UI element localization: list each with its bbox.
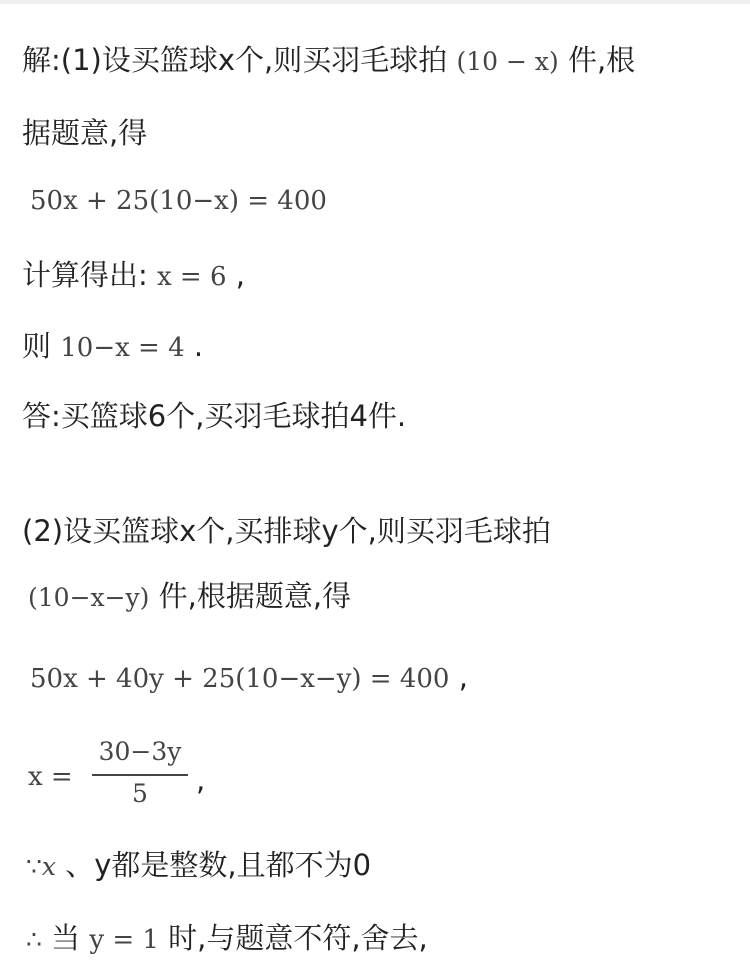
equation-1 [30, 179, 327, 221]
solution-part2-intro [22, 511, 551, 551]
x-lhs: x = [28, 762, 73, 792]
calc-expr: x = 6 [157, 262, 227, 292]
then-line [22, 326, 203, 368]
therefore-label: 当 [51, 921, 81, 955]
equation-1-expr: 50x + 25(10−x) = 400 [30, 186, 327, 216]
part2-intro-cont-text: 件,根据题意,得 [158, 579, 352, 613]
top-divider [0, 0, 750, 4]
therefore-expr: y = 1 [89, 925, 159, 955]
part1-intro-tail: 件,根 [567, 43, 636, 77]
because-symbol: ∵ [26, 852, 42, 881]
part1-racket-expr: (10 − x) [456, 47, 559, 76]
part2-intro-text: (2)设买篮球x个,买排球y个,则买羽毛球拍 [22, 514, 551, 548]
because-text: 、y都是整数,且都不为0 [65, 848, 372, 882]
part2-racket-expr: (10−x−y) [28, 583, 150, 612]
fraction-numerator: 30−3y [98, 737, 182, 766]
calc-label: 计算得出: [22, 258, 148, 292]
fraction-denominator: 5 [132, 779, 148, 808]
therefore-text: 时,与题意不符,舍去, [168, 921, 428, 955]
part1-intro-text: 解:(1)设买篮球x个,则买羽毛球拍 [22, 43, 448, 77]
solution-part1-intro-cont [22, 113, 147, 153]
solution-part2-intro-cont [28, 576, 351, 618]
then-expr: 10−x = 4 [60, 333, 185, 363]
equation-2-tail: , [458, 660, 468, 694]
therefore-line [26, 918, 428, 960]
calc-result [22, 255, 245, 297]
fraction-tail: , [196, 763, 206, 797]
x-expression-lhs [28, 755, 73, 797]
solution-part1-intro [22, 40, 635, 82]
fraction-x [92, 736, 188, 812]
equation-2-expr: 50x + 40y + 25(10−x−y) = 400 [30, 664, 450, 694]
answer-part1 [22, 396, 406, 436]
fraction-bar [92, 774, 188, 776]
therefore-symbol: ∴ [26, 925, 42, 954]
because-line [26, 845, 371, 887]
calc-tail: , [235, 258, 245, 292]
answer-text: 答:买篮球6个,买羽毛球拍4件. [22, 399, 407, 433]
fraction-tail-wrap [196, 760, 205, 800]
part1-intro-cont-text: 据题意,得 [22, 116, 148, 150]
because-var: x [41, 852, 57, 881]
then-tail: . [193, 329, 204, 363]
then-label: 则 [22, 329, 52, 363]
equation-2 [30, 657, 468, 699]
